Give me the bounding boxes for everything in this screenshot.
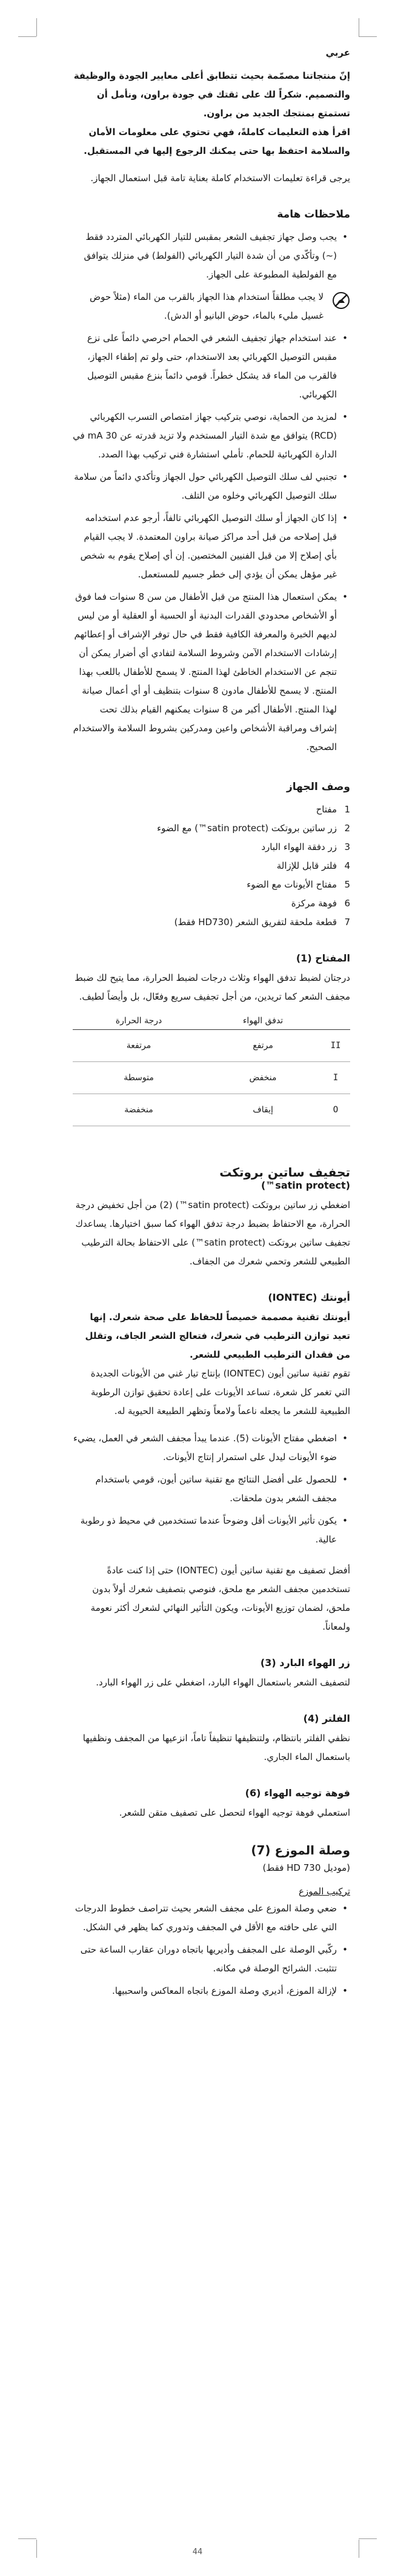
list-item: 7قطعة ملحقة لتفريق الشعر (HD730 فقط): [174, 917, 350, 928]
switch-heading: المفتاح (1): [296, 952, 350, 964]
language-heading: عربي: [325, 47, 350, 58]
intro-paragraph: اقرأ هذه التعليمات كاملةً، فهي تحتوي على معلومات الأمان والسلامة احتفظ بها حتى يمكنك الرجوع إليها في المستقبل.: [84, 127, 350, 156]
cool-text: لتصفيف الشعر باستعمال الهواء البارد، اضغطي على زر الهواء البارد.: [96, 1677, 350, 1688]
note-text: يجب وصل جهاز تجفيف الشعر بمقبس للتيار الكهربائي المتردد فقط (~) وتأكّدي من أن شدة التيار الكهربائي (الفولط) في منزلك يتوافق مع الفولطية المطبوعة على الجهاز.: [84, 231, 337, 280]
table-header: [321, 1012, 350, 1030]
no-water-icon: [332, 291, 350, 310]
list-item: 1مفتاح: [316, 804, 350, 815]
list-item: • ضعي وصلة الموزع على مجفف الشعر بحيث تتراصف خطوط الدرجات التي على حافته مع الأقل في المجفف وتدوري كما يظهر في الشكل.: [75, 1903, 348, 1933]
list-item: • للحصول على أفضل النتائج مع تقنية ساتين أيون، قومي باستخدام مجفف الشعر بدون ملحقات.: [95, 1474, 348, 1504]
list-item: [73, 288, 350, 325]
crop-mark: [36, 18, 37, 36]
satin-subheading: (satin protect™): [261, 1180, 350, 1191]
list-item: • يكون تأثير الأيونات أقل وضوحاً عندما تستخدمين في محيط ذو رطوبة عالية.: [80, 1515, 348, 1545]
satin-text: اضغطي زر ساتين بروتكت (satin protect™) (2) من أجل تخفيض درجة الحرارة، مع الاحتفاظ بضبط درجة تدفق الهواء كما سبق اختيارها. يساعدك تجفيف ساتين بروتكت (satin protect™) على الاحتفاظ بحالة الترطيب الطبيعي للشعر وتحمي شعرك من الجفاف.: [75, 1200, 350, 1267]
list-item: • اضغطي مفتاح الأيونات (5). عندما يبدأ مجفف الشعر في العمل، يضيء ضوء الأيونات ليدل على استمرار إنتاج الأيونات.: [73, 1433, 348, 1462]
list-item: • لمزيد من الحماية، نوصي بتركيب جهاز امتصاص التسرب الكهربائي (RCD) يتوافق مع شدة التيار المستخدم ولا تزيد قدرته عن 30 mA في الدارة الكهربائية للحمام. تأملي استشارة فني تركيب بهذا الصدد.: [73, 411, 348, 460]
table-row: I منخفض متوسطة: [73, 1062, 350, 1094]
diffuser-model: (موديل HD 730 فقط): [262, 1862, 350, 1873]
list-item: 6فوهة مركزة: [291, 898, 350, 909]
intro-paragraph: يرجى قراءة تعليمات الاستخدام كاملة بعناية تامة قبل استعمال الجهاز.: [90, 173, 350, 184]
nozzle-text: استعملي فوهة توجيه الهواء لتحصل على تصفيف متقن للشعر.: [119, 1807, 350, 1818]
list-item: • يمكن استعمال هذا المنتج من قبل الأطفال من سن 8 سنوات فما فوق أو الأشخاص محدودي القدرات البدنية أو الحسية أو العقلية أو من ليس لديهم الخبرة والمعرفة الكافية فقط في حال توفر الإشراف أو إعطائهم إرشادات الاستخدام الآمن وشروط السلامة لتفادي أي أضرار يمكن أن تنجم عن الاستخدام الخاطئ لهذا المنتج. لا يسمح للأطفال باللعب بهذا المنتج. لا يسمح للأطفال مادون 8 سنوات بتنظيف أو أي أعمال صيانة لهذا المنتج. الأطفال أكبر من 8 سنوات يمكنهم القيام بذلك تحت إشراف ومراقبة الأشخاص واعين ومدركين بشروط السلامة والاستخدام الصحيح.: [73, 591, 348, 752]
list-item: • تجنبي لف سلك التوصيل الكهربائي حول الجهاز وتأكدي دائماً من سلامة سلك التوصيل الكهربائي وخلوه من التلف.: [74, 471, 348, 501]
crop-mark: [18, 2538, 36, 2539]
list-item: • إذا كان الجهاز أو سلك التوصيل الكهربائي تالفاً، أرجو عدم استخدامه قبل إصلاحه من قبل أحد مراكز صيانة براون المعتمدة. لا يجب القيام بأي إصلاح إلا من قبل الفنيين المختصين. إن أي إصلاح يقوم به شخص غير مؤهل يمكن أن يؤدي إلى خطر جسيم للمستعمل.: [80, 513, 348, 580]
diffuser-list: [73, 1899, 350, 2000]
parts-list: [73, 800, 350, 932]
note-text: لمزيد من الحماية، نوصي بتركيب جهاز امتصاص التسرب الكهربائي (RCD) يتوافق مع شدة التيار المستخدم ولا تزيد قدرته عن 30 mA في الدارة الكهربائية للحمام. تأملي استشارة فني تركيب بهذا الصدد.: [73, 411, 337, 460]
nozzle-heading: فوهة توجيه الهواء (6): [245, 1787, 350, 1799]
list-item: 3زر دفقة الهواء البارد: [261, 842, 350, 852]
note-text: إذا كان الجهاز أو سلك التوصيل الكهربائي تالفاً، أرجو عدم استخدامه قبل إصلاحه من قبل أحد مراكز صيانة براون المعتمدة. لا يجب القيام بأي إصلاح إلا من قبل الفنيين المختصين. إن أي إصلاح يقوم به شخص غير مؤهل يمكن أن يؤدي إلى خطر جسيم للمستعمل.: [80, 513, 337, 580]
list-item: • يجب وصل جهاز تجفيف الشعر بمقبس للتيار الكهربائي المتردد فقط (~) وتأكّدي من أن شدة التيار الكهربائي (الفولط) في منزلك يتوافق مع الفولطية المطبوعة على الجهاز.: [84, 231, 348, 280]
ionic-text: تقوم تقنية ساتين أيون (IONTEC) بإنتاج تيار غني من الأيونات الجديدة التي تغمر كل شعرة، تساعد الأيونات على إعادة تحقيق توازن الرطوبة الطبيعية للشعر ما يجعله ناعماً ولامعاً وتظهر الطبيعة الحيوية له.: [90, 1368, 350, 1416]
list-item: 5مفتاح الأيونات مع الضوء: [247, 879, 350, 890]
list-item: • لإزالة الموزع، أديري وصلة الموزع باتجاه المعاكس واسحبيها.: [111, 1985, 348, 1996]
ionic-text: أيونتك تقنية مصممة خصيصاً للحفاظ على صحة شعرك. إنها تعيد توازن الترطيب في شعرك، فتعالج الشعر الجاف، وتقلل من فقدان الترطيب الطبيعي للشعر.: [85, 1312, 350, 1360]
table-row: II مرتفع مرتفعة: [73, 1030, 350, 1062]
list-item: 4فلتر قابل للإزالة: [276, 860, 350, 871]
ionic-list: [73, 1429, 350, 1549]
settings-table: [73, 1012, 350, 1126]
notes-list: [73, 228, 350, 757]
note-text: تجنبي لف سلك التوصيل الكهربائي حول الجهاز وتأكدي دائماً من سلامة سلك التوصيل الكهربائي وخلوه من التلف.: [74, 471, 337, 501]
note-text: لا يجب مطلقاً استخدام هذا الجهاز بالقرب من الماء (مثلاً حوض غسيل مليء بالماء، حوض البانيو أو الدش).: [90, 291, 324, 321]
satin-heading: تجفيف ساتين بروتكت: [219, 1165, 350, 1180]
crop-mark: [18, 36, 36, 37]
page-number: 44: [192, 2548, 203, 2557]
switch-text: درجتان لضبط تدفق الهواء وثلاث درجات لضبط الحرارة، مما يتيح لك ضبط مجفف الشعر كما تريدين، من أجل تجفيف سريع وفعّال، بل وأيضاً لطيف.: [75, 972, 350, 1002]
diffuser-subheading: تركيب الموزع: [299, 1886, 350, 1897]
notes-heading: ملاحظات هامة: [277, 208, 350, 221]
cool-heading: زر الهواء البارد (3): [260, 1657, 350, 1668]
intro-paragraph: إنّ منتجاتنا مصمّمة بحيث تتطابق أعلى معايير الجودة والوظيفة والتصميم. شكراً لك على ثقتك في جودة براون، ونأمل أن تستمتع بمنتجك الجديد من براون.: [73, 70, 350, 119]
table-row: O إيقاف منخفضة: [73, 1094, 350, 1126]
filter-text: نظفي الفلتر بانتظام، ولتنظيفها تنظيفاً تاماً، انزعيها من المجفف ونظفيها باستعمال الماء الجاري.: [82, 1733, 350, 1762]
list-item: • عند استخدام جهاز تجفيف الشعر في الحمام احرصي دائماً على نزع مقبس التوصيل الكهربائي بعد الاستخدام، حتى ولو تم إطفاء الجهاز، فالقرب من الماء قد يشكل خطراً. قومي دائماً بنزع مقبس التوصيل الكهربائي.: [87, 333, 348, 400]
table-header: درجة الحرارة: [73, 1012, 205, 1030]
list-item: • ركّبي الوصلة على المجفف وأديريها باتجاه دوران عقارب الساعة حتى تتثبت. الشرائح الوصلة في مكانه.: [80, 1944, 348, 1974]
filter-heading: الفلتر (4): [303, 1713, 350, 1724]
description-heading: وصف الجهاز: [286, 781, 350, 793]
crop-mark: [359, 36, 377, 37]
list-item: 2زر ساتين بروتكت (satin protect™) مع الضوء: [157, 823, 350, 834]
note-text: يمكن استعمال هذا المنتج من قبل الأطفال من سن 8 سنوات فما فوق أو الأشخاص محدودي القدرات البدنية أو الحسية أو العقلية أو من ليس لديهم الخبرة والمعرفة الكافية فقط في حال توفر الإشراف أو إعطائهم إرشادات الاستخدام الآمن وشروط السلامة لتفادي أي أضرار يمكن أن تنجم عن الاستخدام الخاطئ لهذا المنتج. لا يسمح للأطفال باللعب بهذا المنتج. لا يسمح للأطفال مادون 8 سنوات بتنظيف أو أي أعمال صيانة لهذا المنتج. الأطفال أكبر من 8 سنوات يمكنهم القيام بذلك تحت إشراف ومراقبة الأشخاص واعين ومدركين بشروط السلامة والاستخدام الصحيح.: [73, 591, 337, 752]
note-text: عند استخدام جهاز تجفيف الشعر في الحمام احرصي دائماً على نزع مقبس التوصيل الكهربائي بعد الاستخدام، حتى ولو تم إطفاء الجهاز، فالقرب من الماء قد يشكل خطراً. قومي دائماً بنزع مقبس التوصيل الكهربائي.: [87, 333, 337, 400]
ionic-heading: أيونتك (IONTEC): [268, 1292, 350, 1303]
manual-page: [73, 47, 350, 2004]
diffuser-heading: وصلة الموزع (7): [251, 1843, 350, 1857]
table-header: تدفق الهواء: [205, 1012, 321, 1030]
crop-mark: [359, 2538, 377, 2539]
ionic-text: أفضل تصفيف مع تقنية ساتين أيون (IONTEC) حتى إذا كنت عادةً تستخدمين مجفف الشعر مع ملحق، فنوصي بتصفيف شعرك أولاً بدون ملحق، لضمان توزيع الأيونات، ويكون التأثير النهائي لشعرك أكثر نعومة ولمعاناً.: [90, 1565, 350, 1632]
